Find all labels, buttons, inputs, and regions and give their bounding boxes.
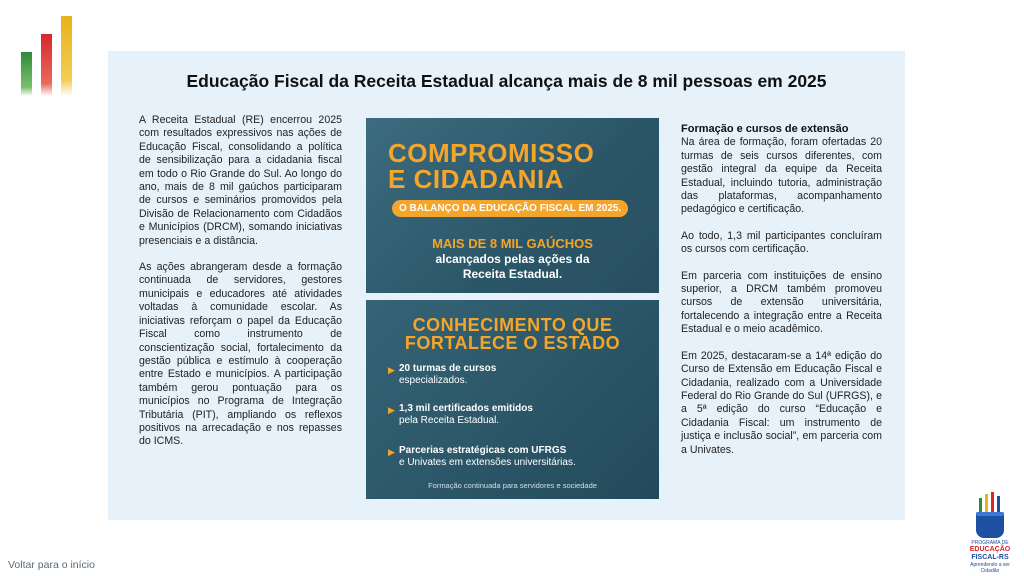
program-logo-text	[963, 540, 1017, 574]
bullet-arrow-icon: ▶	[388, 365, 395, 375]
bullet-arrow-icon: ▶	[388, 447, 395, 457]
pencils-icon	[977, 492, 1005, 514]
bullet-line: e Univates em extensões universitárias.	[399, 457, 576, 468]
poster-highlight: MAIS DE 8 MIL GAÚCHOS	[432, 236, 593, 251]
left-text-column	[139, 114, 342, 462]
logo-bar-green	[21, 52, 32, 96]
bullet-line: 20 turmas de cursos	[399, 363, 497, 374]
left-paragraph: A Receita Estadual (RE) encerrou 2025 com resultados expressivos nas ações de Educação Fiscal, consolidando a política de sensibilização para a cidadania fiscal em todo o Rio Grande do Sul. Ao longo do ano, mais de 8 mil gaúchos participaram de cursos e seminários promovidos pela Divisão de Relacionamento com Cidadãos e Municípios (DRCM), somando iniciativas presenciais e a distância.	[139, 114, 342, 247]
page-title: Educação Fiscal da Receita Estadual alcança mais de 8 mil pessoas em 2025	[186, 71, 827, 91]
poster-conhecimento	[366, 300, 659, 499]
back-to-start-link[interactable]: Voltar para o início	[8, 559, 95, 571]
right-text-column	[681, 123, 882, 470]
logo-line: FISCAL-RS	[971, 554, 1009, 561]
poster-subtext-line: alcançados pelas ações da	[435, 252, 590, 266]
section-heading: Formação e cursos de extensão	[681, 123, 849, 135]
logo-line: EDUCAÇÃO	[969, 546, 1011, 553]
logo-bar-yellow	[61, 16, 72, 96]
poster-bullet	[388, 363, 497, 387]
poster-compromisso	[366, 118, 659, 293]
poster-bullet	[388, 403, 533, 427]
bullet-line: 1,3 mil certificados emitidos	[399, 403, 533, 414]
bullet-line: Parcerias estratégicas com UFRGS	[399, 445, 567, 456]
logo-line: PROGRAMA DE	[971, 540, 1009, 546]
right-paragraph: Na área de formação, foram ofertadas 20 turmas de seis cursos diferentes, com gestão integral da equipe da Receita Estadual, incluindo tutoria, administração das plataformas, acompanhamento pedagógico e certificação.	[681, 136, 882, 216]
left-paragraph: As ações abrangeram desde a formação continuada de servidores, gestores municipais e educadores até atividades voltadas à comunidade escolar. As iniciativas reforçam o papel da Educação Fiscal como instrumento de conscientização social, fortalecimento da gestão pública e estímulo à cooperação entre Estado e municípios. A participação também gerou pontuação para os municípios no Programa de Integração Tributária (PIT), ampliando os reflexos positivos na arrecadação e nos repasses do ICMS.	[139, 261, 342, 448]
bullet-line: pela Receita Estadual.	[399, 415, 500, 426]
poster-headline	[366, 316, 659, 352]
logo-line: Aprendendo a ser Cidadão	[970, 562, 1010, 574]
program-logo	[963, 492, 1017, 574]
poster-headline-line: COMPROMISSO	[388, 138, 595, 168]
cup-icon	[976, 512, 1004, 538]
poster-subtext-line: Receita Estadual.	[462, 267, 563, 281]
right-paragraph: Em 2025, destacaram-se a 14ª edição do Curso de Extensão em Educação Fiscal e Cidadania, realizado com a Universidade Federal do Rio Grande do Sul (UFRGS), e a 5ª edição do curso “Educação e Cidadania Fiscal: um instrumento de justiça e inclusão social”, em parceria com a Univates.	[681, 349, 882, 456]
right-paragraph: Ao todo, 1,3 mil participantes concluíram os cursos com certificação.	[681, 229, 882, 256]
poster-pill-badge: O BALANÇO DA EDUCAÇÃO FISCAL EM 2025.	[392, 200, 628, 217]
bullet-line: especializados.	[399, 375, 468, 386]
right-paragraph: Em parceria com instituições de ensino superior, a DRCM também promoveu cursos de extensão universitária, fortalecendo a integração entre a Receita Estadual e o meio acadêmico.	[681, 269, 882, 336]
poster-subtext	[366, 252, 659, 282]
poster-headline-line: FORTALECE O ESTADO	[404, 333, 621, 353]
poster-headline-line: E CIDADANIA	[388, 164, 564, 194]
content-panel	[108, 51, 905, 520]
logo-bar-red	[41, 34, 52, 96]
bullet-arrow-icon: ▶	[388, 405, 395, 415]
poster-headline-line: CONHECIMENTO QUE	[412, 315, 613, 335]
poster-headline	[388, 140, 648, 192]
poster-bullet	[388, 445, 576, 469]
brand-bars-logo	[18, 8, 78, 118]
poster-footer: Formação continuada para servidores e sociedade	[428, 481, 597, 490]
